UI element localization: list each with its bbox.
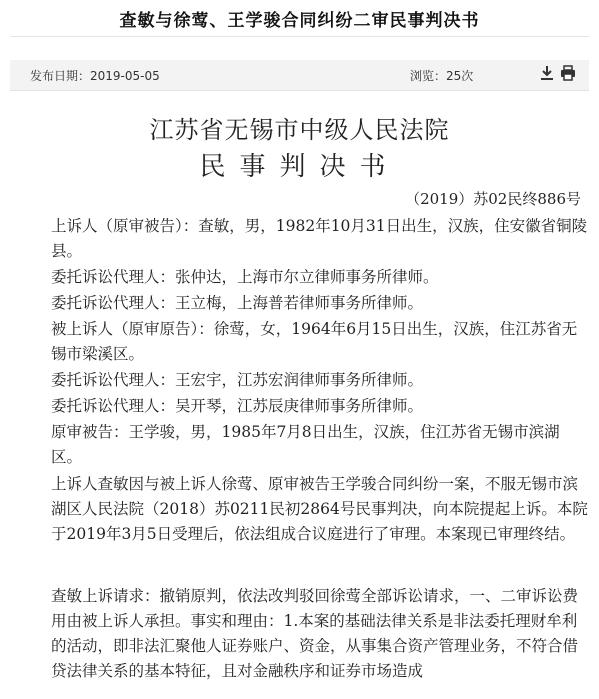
- view-count-value: 25次: [446, 69, 474, 83]
- header-divider: [10, 36, 589, 37]
- paragraph-agent-1: 委托诉讼代理人：张仲达，上海市尔立律师事务所律师。: [51, 268, 439, 286]
- view-count: [410, 67, 473, 84]
- paragraph-agent-2: 委托诉讼代理人：王立梅，上海普若律师事务所律师。: [51, 294, 424, 312]
- case-number: （2019）苏02民终886号: [405, 190, 581, 208]
- page-title: 查敏与徐莺、王学骏合同纠纷二审民事判决书: [119, 11, 480, 31]
- view-count-label: 浏览：: [410, 69, 447, 83]
- paragraph-case-summary: 上诉人查敏因与被上诉人徐莺、原审被告王学骏合同纠纷一案，不服无锡市滨湖区人民法院（2018）苏0211民初2864号民事判决，向本院提起上诉。本院于2019年3月5日受理后，依法组成合议庭进行了审理。本案现已审理终结。: [51, 475, 588, 543]
- publish-date-label: 发布日期：: [30, 69, 91, 83]
- document-type: 民事判决书: [199, 152, 400, 182]
- paragraph-appeal-request: 查敏上诉请求：撤销原判，依法改判驳回徐莺全部诉讼请求，一、二审诉讼费用由被上诉人承担。事实和理由：1.本案的基础法律关系是非法委托理财牟利的活动，即非法汇聚他人证券账户、资金，从事集合资产管理业务，不符合借贷法律关系的基本特征，且对金融秩序和证券市场造成: [51, 587, 579, 680]
- document-body: [0, 92, 599, 699]
- paragraph-appellant: 上诉人（原审被告）：查敏，男，1982年10月31日出生，汉族，住安徽省铜陵县。: [51, 217, 588, 260]
- meta-bar: [10, 60, 589, 91]
- publish-date: [30, 67, 160, 84]
- court-name: 江苏省无锡市中级人民法院: [149, 116, 450, 144]
- paragraph-agent-3: 委托诉讼代理人：王宏宇，江苏宏润律师事务所律师。: [51, 371, 424, 389]
- publish-date-value: 2019-05-05: [90, 69, 160, 83]
- print-icon[interactable]: [560, 65, 576, 81]
- paragraph-original-defendant: 原审被告：王学骏，男，1985年7月8日出生，汉族，住江苏省无锡市滨湖区。: [51, 423, 560, 466]
- download-icon[interactable]: [540, 65, 554, 81]
- paragraph-appellee: 被上诉人（原审原告）：徐莺，女，1964年6月15日出生，汉族，住江苏省无锡市梁溪区。: [51, 320, 578, 363]
- paragraph-agent-4: 委托诉讼代理人：吴开琴，江苏辰庚律师事务所律师。: [51, 397, 424, 415]
